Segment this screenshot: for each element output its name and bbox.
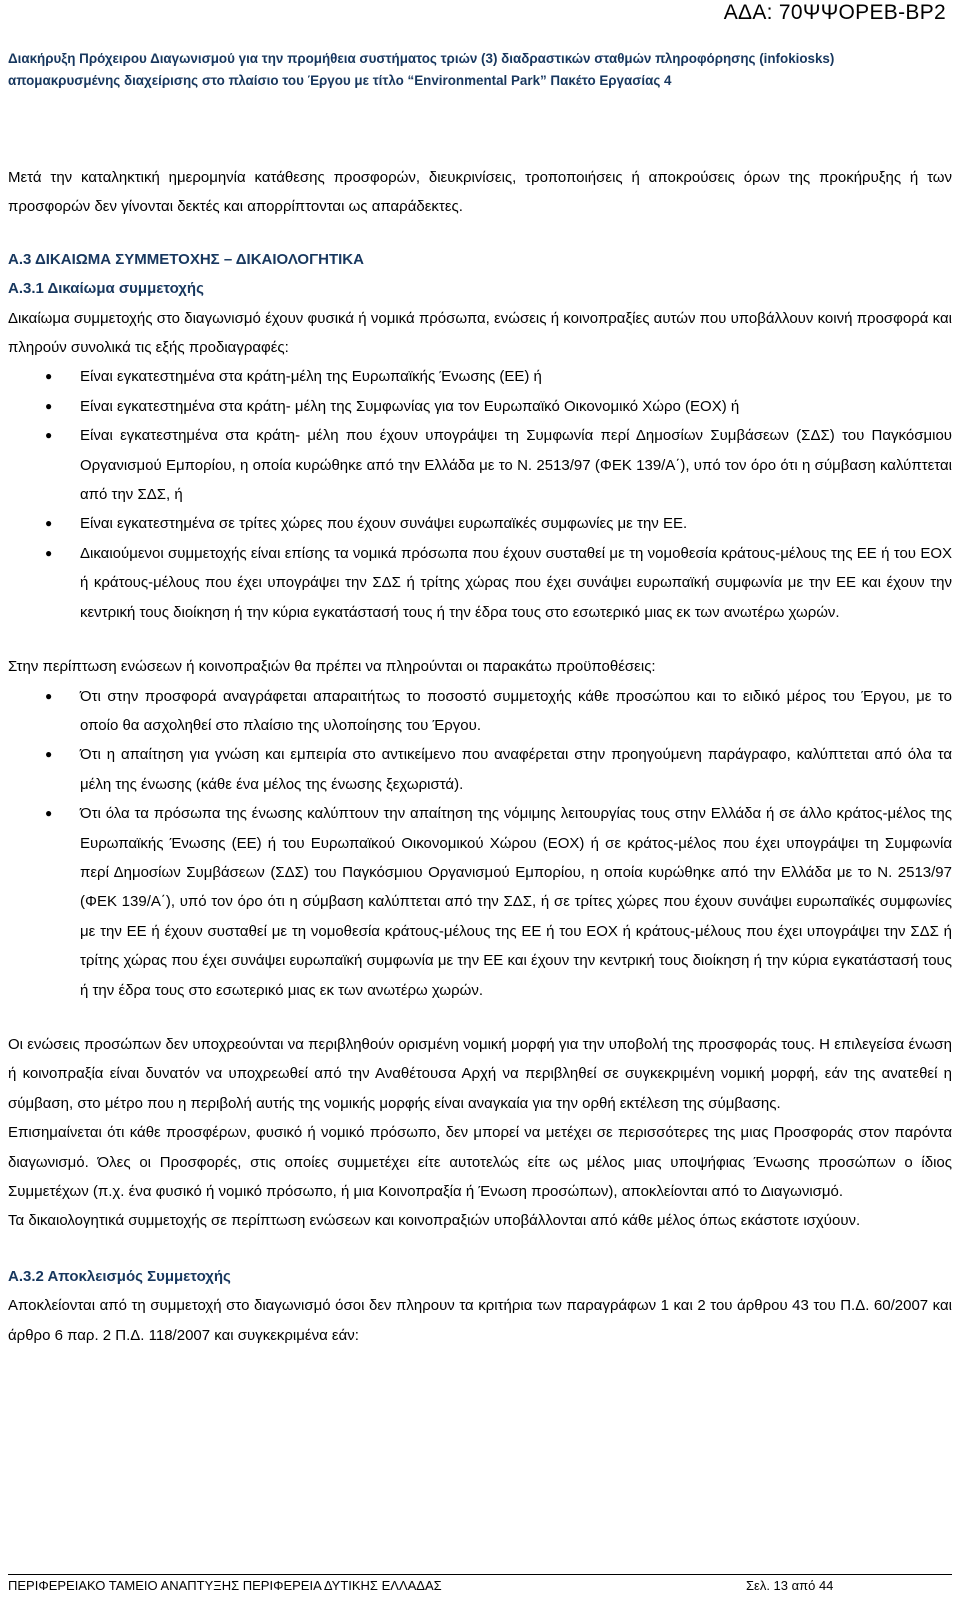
list-item: ● Ότι στην προσφορά αναγράφεται απαραιτήτως το ποσοστό συμμετοχής κάθε προσώπου και το ειδικό μέρος του Έργου, με το οποίο θα ασχοληθεί στο πλαίσιο της υλοποίησης του Έργου. (8, 682, 952, 741)
bullet-icon: ● (45, 369, 53, 384)
bullet-icon: ● (45, 747, 53, 762)
intro-paragraph: Μετά την καταληκτική ημερομηνία κατάθεσης προσφορών, διευκρινίσεις, τροποποιήσεις ή αποκρούσεις όρων της προκήρυξης ή των προσφορών δεν γίνονται δεκτές και απορρίπτονται ως απαράδεκτες. (8, 169, 952, 216)
a31-intro-paragraph: Δικαίωμα συμμετοχής στο διαγωνισμό έχουν φυσικά ή νομικά πρόσωπα, ενώσεις ή κοινοπραξίες αυτών που υποβάλλουν κοινή προσφορά και πληρούν συνολικά τις εξής προδιαγραφές: (8, 309, 952, 357)
bullet-icon: ● (45, 545, 53, 560)
document-header (8, 48, 952, 92)
header-line-2: απομακρυσμένης διαχείρισης στο πλαίσιο του Έργου με τίτλο “Environmental Park” Πακέτο Εργασίας 4 (8, 73, 672, 88)
document-body (8, 163, 952, 1350)
section-heading-a31: Α.3.1 Δικαίωμα συμμετοχής (8, 280, 204, 298)
unions-conditions-list (8, 682, 952, 1005)
footer-organization: ΠΕΡΙΦΕΡΕΙΑΚΟ ΤΑΜΕΙΟ ΑΝΑΠΤΥΞΗΣ ΠΕΡΙΦΕΡΕΙΑ ΔΥΤΙΚΗΣ ΕΛΛΑΔΑΣ (8, 1578, 442, 1593)
ada-code: ΑΔΑ: 70ΨΨΟΡΕΒ-ΒΡ2 (723, 1, 946, 24)
header-line-1: Διακήρυξη Πρόχειρου Διαγωνισμού για την προμήθεια συστήματος τριών (3) διαδραστικών σταθμών πληροφόρησης (infokiosks) (8, 51, 835, 66)
list-item: ● Ότι η απαίτηση για γνώση και εμπειρία στο αντικείμενο που αναφέρεται στην προηγούμενη παράγραφο, καλύπτεται από όλα τα μέλη της ένωσης (κάθε ένα μέλος της ένωσης ξεχωριστά). (8, 740, 952, 799)
single-offer-paragraph: Επισημαίνεται ότι κάθε προσφέρων, φυσικό ή νομικό πρόσωπο, δεν μπορεί να μετέχει σε περισσότερες της μιας Προσφοράς στον παρόντα διαγωνισμό. Όλες οι Προσφορές, στις οποίες συμμετέχει είτε αυτοτελώς είτε ως μέλος μιας υποψήφιας Ένωσης προσώπων ο ίδιος Συμμετέχων (π.χ. ένα φυσικό ή νομικό πρόσωπο, ή μια Κοινοπραξία ή Ένωση προσώπων), αποκλείονται από το Διαγωνισμό. (8, 1124, 952, 1200)
eligibility-list (8, 362, 952, 627)
documents-paragraph: Τα δικαιολογητικά συμμετοχής σε περίπτωση ενώσεων και κοινοπραξιών υποβάλλονται από κάθε μέλος όπως εκάστοτε ισχύουν. (8, 1212, 861, 1230)
list-item: ● Είναι εγκατεστημένα στα κράτη- μέλη της Συμφωνίας για τον Ευρωπαϊκό Οικονομικό Χώρο (ΕΟΧ) ή (8, 392, 952, 421)
section-heading-a32: Α.3.2 Αποκλεισμός Συμμετοχής (8, 1267, 231, 1285)
bullet-icon: ● (45, 398, 53, 413)
page-number: Σελ. 13 από 44 (746, 1578, 834, 1593)
section-heading-a3: Α.3 ΔΙΚΑΙΩΜΑ ΣΥΜΜΕΤΟΧΗΣ – ΔΙΚΑΙΟΛΟΓΗΤΙΚΑ (8, 250, 364, 268)
bullet-icon: ● (45, 428, 53, 443)
list-item: ● Είναι εγκατεστημένα στα κράτη-μέλη της Ευρωπαϊκής Ένωσης (ΕΕ) ή (8, 362, 952, 391)
bullet-icon: ● (45, 688, 53, 703)
unions-form-paragraph: Οι ενώσεις προσώπων δεν υποχρεούνται να περιβληθούν ορισμένη νομική μορφή για την υποβολή της προσφοράς τους. Η επιλεγείσα ένωση ή κοινοπραξία είναι δυνατόν να υποχρεωθεί από την Αναθέτουσα Αρχή να περιβληθεί σε συγκεκριμένη νομική μορφή, εάν της ανατεθεί η σύμβαση, στο μέτρο που η περιβολή αυτής της νομικής μορφής είναι αναγκαία για την ορθή εκτέλεση της σύμβασης. (8, 1035, 952, 1112)
list-item: ● Είναι εγκατεστημένα στα κράτη- μέλη που έχουν υπογράψει τη Συμφωνία περί Δημοσίων Συμβάσεων (ΣΔΣ) του Παγκόσμιου Οργανισμού Εμπορίου, η οποία κυρώθηκε από την Ελλάδα με το Ν. 2513/97 (ΦΕΚ 139/Α΄), υπό τον όρο ότι η σύμβαση καλύπτεται από την ΣΔΣ, ή (8, 421, 952, 509)
bullet-icon: ● (45, 806, 53, 821)
a32-paragraph: Αποκλείονται από τη συμμετοχή στο διαγωνισμό όσοι δεν πληρουν τα κριτήρια των παραγράφων 1 και 2 του άρθρου 43 του Π.Δ. 60/2007 και άρθρο 6 παρ. 2 Π.Δ. 118/2007 και συγκεκριμένα εάν: (8, 1297, 952, 1344)
list-item: ● Ότι όλα τα πρόσωπα της ένωσης καλύπτουν την απαίτηση της νόμιμης λειτουργίας τους στην Ελλάδα ή σε άλλο κράτος-μέλος της Ευρωπαϊκής Ένωσης (ΕΕ) ή του Ευρωπαϊκού Οικονομικού Χώρου (ΕΟΧ) ή σε κράτος-μέλος που έχει υπογράψει τη Συμφωνία περί Δημοσίων Συμβάσεων (ΣΔΣ) του Παγκόσμιου Οργανισμού Εμπορίου, η οποία κυρώθηκε από την Ελλάδα με το Ν. 2513/97 (ΦΕΚ 139/Α΄), υπό τον όρο ότι η σύμβαση καλύπτεται από την ΣΔΣ, ή σε τρίτες χώρες που έχουν συνάψει ευρωπαϊκές συμφωνίες με την ΕΕ ή έχουν συσταθεί με τη νομοθεσία κράτους-μέλους της ΕΕ ή του ΕΟΧ ή κράτους-μέλους που έχει υπογράψει την ΣΔΣ ή τρίτης χώρας που έχει συνάψει ευρωπαϊκή συμφωνία με την ΕΕ και έχουν την κεντρική τους διοίκηση ή την κύρια εγκατάστασή τους ή την έδρα τους στο εσωτερικό μιας εκ των ανωτέρω χωρών. (8, 799, 952, 1005)
footer-divider (8, 1574, 952, 1575)
unions-intro-paragraph: Στην περίπτωση ενώσεων ή κοινοπραξιών θα πρέπει να πληρούνται οι παρακάτω προϋποθέσεις: (8, 658, 656, 676)
bullet-icon: ● (45, 516, 53, 531)
list-item: ● Είναι εγκατεστημένα σε τρίτες χώρες που έχουν συνάψει ευρωπαϊκές συμφωνίες με την ΕΕ. (8, 509, 952, 538)
list-item: ● Δικαιούμενοι συμμετοχής είναι επίσης τα νομικά πρόσωπα που έχουν συσταθεί με τη νομοθεσία κράτους-μέλους της ΕΕ ή του ΕΟΧ ή κράτους-μέλους που έχει υπογράψει την ΣΔΣ ή τρίτης χώρας που έχει συνάψει ευρωπαϊκή συμφωνία με την ΕΕ και έχουν την κεντρική τους διοίκηση ή την κύρια εγκατάστασή τους ή την έδρα τους στο εσωτερικό μιας εκ των ανωτέρω χωρών. (8, 539, 952, 627)
